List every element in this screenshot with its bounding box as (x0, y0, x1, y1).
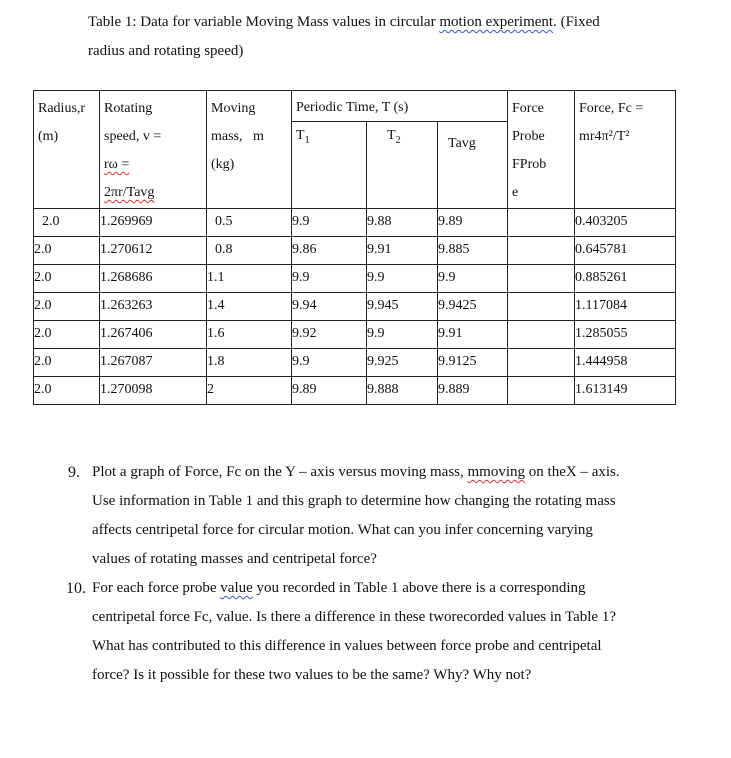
caption-underlined: motion experiment (439, 14, 554, 30)
cell-fc: 0.645781 (575, 237, 676, 265)
cell-tavg: 9.9425 (438, 293, 508, 321)
header-rotating-line2: speed, v = (104, 129, 162, 144)
header-radius-line1: Radius,r (38, 101, 86, 116)
cell-m: 1.8 (207, 349, 292, 377)
value-term: value (220, 580, 253, 596)
cell-fp (508, 349, 575, 377)
cell-fc: 1.613149 (575, 377, 676, 405)
cell-t1: 9.9 (292, 349, 367, 377)
cell-t1: 9.9 (292, 209, 367, 237)
cell-r: 2.0 (34, 377, 100, 405)
header-probe-line1: Force (512, 101, 544, 116)
cell-m: 0.5 (207, 209, 292, 237)
cell-v: 1.270612 (100, 237, 207, 265)
header-periodic: Periodic Time, T (s) (292, 91, 508, 122)
cell-t1: 9.86 (292, 237, 367, 265)
cell-r: 2.0 (34, 237, 100, 265)
cell-tavg: 9.89 (438, 209, 508, 237)
header-moving-line1: Moving (211, 101, 256, 116)
cell-t1: 9.9 (292, 265, 367, 293)
cell-r: 2.0 (34, 265, 100, 293)
header-rotating-line1: Rotating (104, 101, 153, 116)
cell-t2: 9.9 (367, 321, 438, 349)
header-radius (34, 91, 100, 209)
cell-tavg: 9.9 (438, 265, 508, 293)
header-probe-line3: FProb (512, 157, 547, 172)
cell-v: 1.267087 (100, 349, 207, 377)
cell-tavg: 9.9125 (438, 349, 508, 377)
header-tavg: Tavg (438, 122, 508, 209)
cell-v: 1.270098 (100, 377, 207, 405)
cell-v: 1.268686 (100, 265, 207, 293)
cell-r: 2.0 (34, 349, 100, 377)
header-fc (575, 91, 676, 209)
header-t1: $T_1$ (292, 122, 367, 209)
header-moving (207, 91, 292, 209)
cell-t2: 9.88 (367, 209, 438, 237)
caption-suffix: . (Fixed (553, 14, 600, 30)
caption-line-2: radius and rotating speed) (88, 43, 244, 59)
table-row (34, 293, 676, 321)
header-probe (508, 91, 575, 209)
table-row (34, 209, 676, 237)
table-row (34, 377, 676, 405)
header-t2: $T_2$ (367, 122, 438, 209)
cell-t1: 9.94 (292, 293, 367, 321)
mmoving-term: mmoving (467, 464, 526, 480)
table-row (34, 265, 676, 293)
cell-m: 1.6 (207, 321, 292, 349)
header-moving-line3: (kg) (211, 157, 235, 172)
cell-r: 2.0 (34, 321, 100, 349)
question-9-number: 9. (68, 464, 80, 481)
cell-m: 1.1 (207, 265, 292, 293)
cell-tavg: 9.91 (438, 321, 508, 349)
cell-fc: 1.285055 (575, 321, 676, 349)
cell-v: 1.269969 (100, 209, 207, 237)
cell-t1: 9.89 (292, 377, 367, 405)
cell-fc: 1.117084 (575, 293, 676, 321)
table-caption (88, 8, 688, 66)
cell-tavg: 9.885 (438, 237, 508, 265)
header-fc-line1: Force, Fc = (579, 101, 644, 116)
cell-fp (508, 209, 575, 237)
header-probe-line4: e (512, 185, 519, 200)
cell-t1: 9.92 (292, 321, 367, 349)
cell-r: 2.0 (34, 293, 100, 321)
header-moving-line2: mass, m (211, 129, 264, 144)
header-rotating-line3: rω = (104, 157, 130, 172)
header-rotating (100, 91, 207, 209)
header-radius-line2: (m) (38, 129, 59, 144)
cell-m: 0.8 (207, 237, 292, 265)
cell-tavg: 9.889 (438, 377, 508, 405)
table-row (34, 349, 676, 377)
cell-fc: 1.444958 (575, 349, 676, 377)
caption-line-1 (88, 8, 688, 37)
header-rotating-line4: 2πr/Tavg (104, 185, 155, 200)
cell-v: 1.267406 (100, 321, 207, 349)
header-row-1 (34, 91, 676, 122)
cell-t2: 9.945 (367, 293, 438, 321)
cell-fp (508, 293, 575, 321)
cell-fp (508, 377, 575, 405)
cell-v: 1.263263 (100, 293, 207, 321)
cell-fp (508, 237, 575, 265)
cell-fc: 0.403205 (575, 209, 676, 237)
cell-m: 2 (207, 377, 292, 405)
table-row (34, 237, 676, 265)
header-probe-line2: Probe (512, 129, 545, 144)
question-10-number: 10. (66, 580, 86, 597)
cell-fp (508, 265, 575, 293)
table-row (34, 321, 676, 349)
data-table (33, 90, 676, 405)
cell-fc: 0.885261 (575, 265, 676, 293)
cell-t2: 9.925 (367, 349, 438, 377)
cell-fp (508, 321, 575, 349)
caption-prefix: Table 1: Data for variable Moving Mass values in circular (88, 14, 440, 30)
question-9: 9. Plot a graph of Force, Fc on the Y – axis versus moving mass, mmoving on theX – axis. Use information in Table 1 and this graph to determine how changing the rotating mass affects centripetal force for circular motion. What can you infer concerning varying values of rotating masses and centripetal force? (72, 458, 672, 574)
cell-r: 2.0 (34, 209, 100, 237)
questions (66, 458, 672, 690)
cell-m: 1.4 (207, 293, 292, 321)
cell-t2: 9.91 (367, 237, 438, 265)
header-fc-line2: mr4π²/T² (579, 129, 630, 144)
cell-t2: 9.9 (367, 265, 438, 293)
question-10: 10. For each force probe value you recorded in Table 1 above there is a corresponding centripetal force Fc, value. Is there a difference in these tworecorded values in Table 1? What has contributed to this difference in values between force probe and centripetal force? Is it possible for these two values to be the same? Why? Why not? (72, 574, 672, 690)
cell-t2: 9.888 (367, 377, 438, 405)
